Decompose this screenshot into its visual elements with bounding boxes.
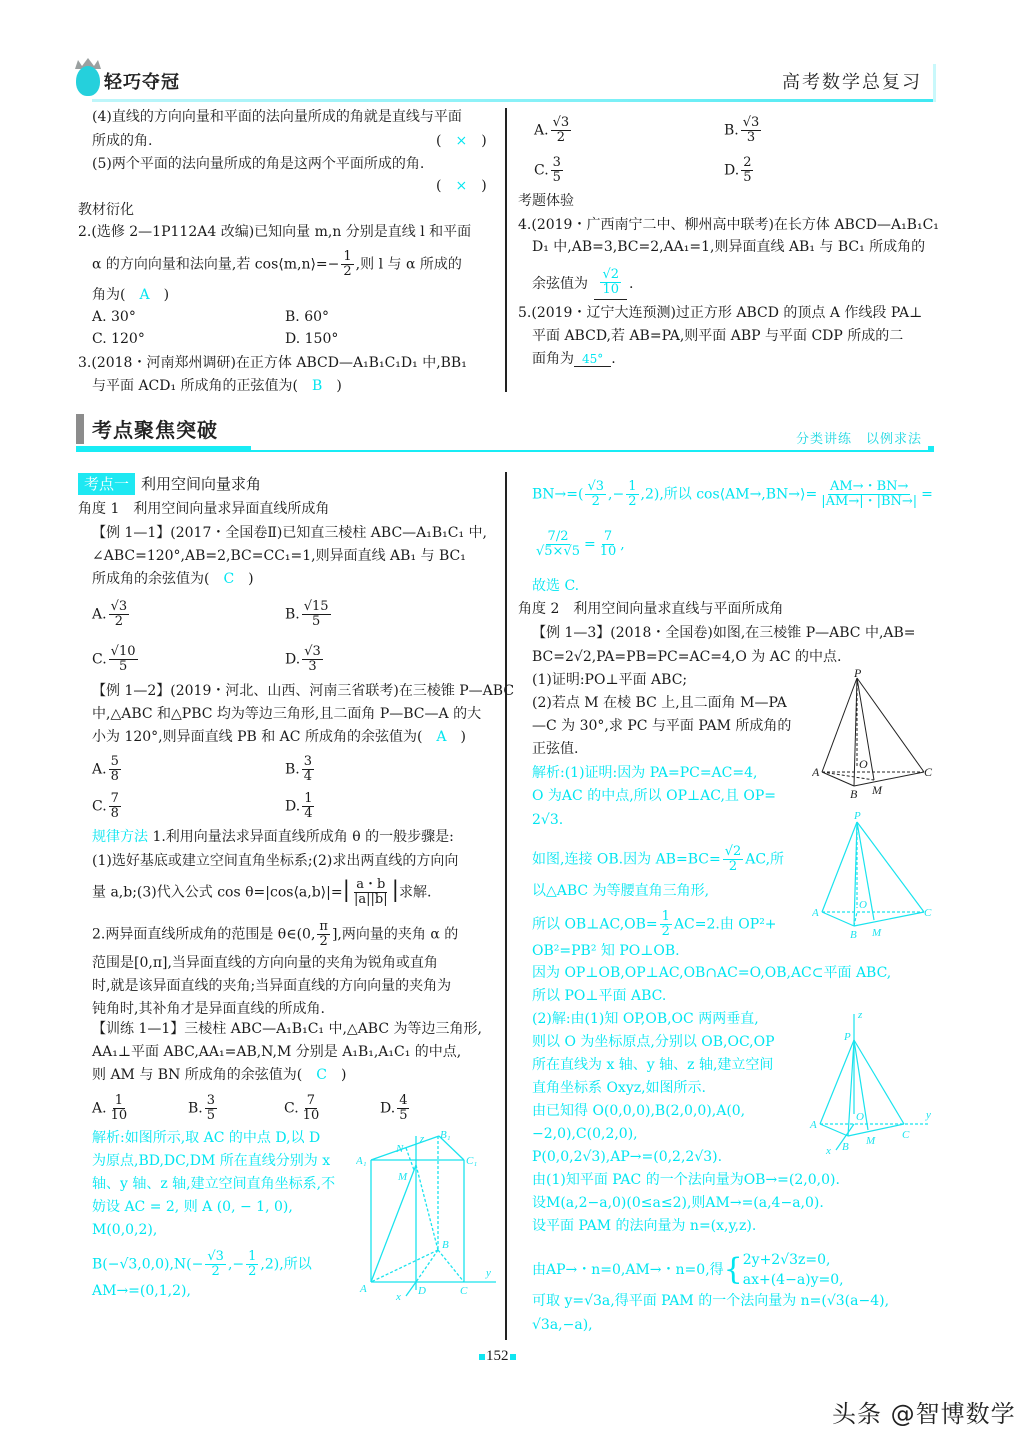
svg-text:B: B [842, 1141, 849, 1153]
ex11-option-d: D. $\frac{√3}{3}$ [285, 644, 321, 674]
sol2-line9: 设M(a,2−a,0)(0≤a≤2),则AM→=(a,4−a,0). [532, 1195, 824, 1211]
sol1-line3: 2√3. [532, 812, 564, 828]
watermark: 头条 @智博数学 [832, 1400, 1016, 1428]
q2-option-b: B. 60° [285, 309, 330, 325]
q3-option-b: B. $\frac{√3}{3}$ [724, 115, 760, 145]
pyramid-figure-coordinates [796, 1010, 936, 1156]
q3-line1: 3.(2018・河南郑州调研)在正方体 ABCD—A₁B₁C₁D₁ 中,BB₁ [78, 355, 467, 371]
page-marker-right [510, 1354, 516, 1360]
q3-option-a: A. $\frac{√3}{2}$ [534, 115, 570, 145]
item5-answer: ( × ) [436, 178, 487, 194]
sol1-line8: 因为 OP⊥OB,OP⊥AC,OB∩AC=O,OB,AC⊂平面 ABC, [532, 965, 892, 981]
ex11-answer: C [223, 571, 235, 587]
method-line2: (1)选好基底或建立空间直角坐标系;(2)求出两直线的方向向 [92, 853, 459, 869]
svg-text:M: M [872, 927, 882, 939]
q5-line2: 平面 ABCD,若 AB=PA,则平面 ABP 与平面 CDP 所成的二 [532, 328, 904, 344]
q3-answer: B [312, 378, 323, 394]
cont-line3: 故选 C. [532, 578, 580, 594]
sol1-line4: 如图,连接 OB.因为 AB=BC= $\frac{√2}{2}$ AC,所 [532, 844, 785, 874]
method-line4: 2.两异面直线所成角的范围是 θ∈(0, $\frac{\pi}{2}$ ],两向量的夹角 α 的 [92, 919, 459, 949]
sol2-line12: 可取 y=√3a,得平面 PAM 的一个法向量为 n=(√3(a−4), [532, 1293, 890, 1309]
sol2-line3: 所在直线为 x 轴、y 轴、z 轴,建立空间 [532, 1057, 774, 1073]
sol2-line4: 直角坐标系 Oxyz,如图所示. [532, 1080, 707, 1096]
banner-dot [928, 446, 934, 452]
banner-bar [76, 414, 84, 444]
column-divider-top [505, 108, 507, 392]
topic-title: 利用空间向量求角 [141, 475, 262, 493]
label-A: A [360, 1283, 367, 1295]
ex11-line1: 【例 1—1】(2017・全国卷Ⅱ)已知直三棱柱 ABC—A₁B₁C₁ 中, [92, 525, 488, 541]
item5-line1: (5)两个平面的法向量所成的角是这两个平面所成的角. [92, 156, 425, 172]
sol-line4: 妨设 AC = 2, 则 A (0, − 1, 0), [92, 1199, 293, 1215]
cont-line1: BN→=( $\frac{√3}{2}$ ,− $\frac{1}{2}$ ,2),所以 cos⟨AM→,BN→⟩= $\frac{AM\to・BN\to}{|AM\to|・|BN\to|}$ = [532, 479, 933, 509]
ex12-line2: 中,△ABC 和△PBC 均为等边三角形,且二面角 P—BC—A 的大 [92, 706, 482, 722]
sol2-line6: −2,0),C(0,2,0), [532, 1126, 638, 1142]
tr11-option-c: C. $\frac{7}{10}$ [284, 1093, 320, 1123]
label-C: C [460, 1285, 468, 1297]
q5-answer: 45° [574, 352, 611, 367]
sol1-line7: OB²=PB² 知 PO⊥OB. [532, 943, 680, 959]
sol2-line13: √3a,−a), [532, 1317, 593, 1333]
method-line1: 规律方法 1.利用向量法求异面直线所成角 θ 的一般步骤是: [92, 829, 454, 845]
q3-option-c: C. $\frac{3}{5}$ [534, 155, 561, 185]
q4-line1: 4.(2019・广西南宁二中、柳州高中联考)在长方体 ABCD—A₁B₁C₁ [518, 217, 939, 233]
q2-option-a: A. 30° [92, 309, 136, 325]
ex12-option-b: B. $\frac{3}{4}$ [285, 754, 313, 784]
q2-fraction: $\frac{1}{2}$ [343, 249, 352, 279]
sol1-line2: O 为AC 的中点,所以 OP⊥AC,且 OP= [532, 788, 777, 804]
ex13-line3: (1)证明:PO⊥平面 ABC; [532, 672, 688, 688]
ex12-line1: 【例 1—2】(2019・河北、山西、河南三省联考)在三棱锥 P—ABC [92, 683, 515, 699]
svg-text:C: C [924, 765, 933, 779]
sol1-line5: 以△ABC 为等腰直角三角形, [532, 883, 710, 899]
svg-text:M: M [872, 783, 882, 797]
label-B1: B₁ [440, 1130, 451, 1141]
section-jiaocai: 教材衍化 [78, 202, 134, 218]
svg-text:z: z [858, 1010, 863, 1021]
svg-text:P: P [844, 1031, 851, 1043]
method-label: 规律方法 [92, 829, 148, 845]
sol-line3: 轴、y 轴、z 轴,建立空间直角坐标系,不 [92, 1176, 336, 1192]
tr11-line1: 【训练 1—1】三棱柱 ABC—A₁B₁C₁ 中,△ABC 为等边三角形, [92, 1021, 482, 1037]
item5-answer-value: × [455, 178, 468, 194]
ex13-line1: 【例 1—3】(2018・全国卷)如图,在三棱锥 P—ABC 中,AB= [532, 625, 916, 641]
sol-line2: 为原点,BD,DC,DM 所在直线分别为 x [92, 1153, 331, 1169]
item4-answer: ( × ) [436, 133, 487, 149]
item4-line1: (4)直线的方向向量和平面的法向量所成的角就是直线与平面 [92, 109, 462, 125]
sol1-line9: 所以 PO⊥平面 ABC. [532, 988, 667, 1004]
ex11-option-a: A. $\frac{√3}{2}$ [92, 599, 128, 629]
ex12-option-c: C. $\frac{7}{8}$ [92, 791, 119, 821]
label-z: z [420, 1133, 425, 1145]
sol-line5: M(0,0,2), [92, 1222, 158, 1238]
ex12-option-d: D. $\frac{1}{4}$ [285, 791, 313, 821]
angle1-heading: 角度 1 利用空间向量求异面直线所成角 [78, 501, 330, 517]
q2-line3: 角为( A ) [92, 287, 170, 303]
header-divider [92, 99, 936, 102]
sol-line7: AM→=(0,1,2), [92, 1283, 191, 1299]
q2-answer: A [139, 287, 150, 303]
q2-text-b: ,则 l 与 α 所成的 [355, 256, 462, 273]
svg-text:P: P [854, 668, 862, 680]
q2-option-d: D. 150° [285, 331, 339, 347]
ex13-line5: —C 为 30°,求 PC 与平面 PAM 所成角的 [532, 718, 792, 734]
svg-text:A: A [812, 907, 819, 919]
sol2-line8: 由(1)知平面 PAC 的一个法向量为OB→=(2,0,0). [532, 1172, 840, 1188]
svg-text:C: C [924, 907, 932, 919]
angle2-heading: 角度 2 利用空间向量求直线与平面所成角 [518, 601, 784, 617]
sol2-line11: 由AP→・n=0,AM→・n=0,得{ 2y+2√3z=0, ax+(4−a)y=0, [532, 1252, 844, 1288]
banner-underline [76, 450, 934, 452]
topic-tag: 考点一 [78, 473, 135, 495]
q5-line1: 5.(2019・辽宁大连预测)过正方形 ABCD 的顶点 A 作线段 PA⊥ [518, 305, 923, 321]
svg-text:O: O [859, 757, 868, 771]
ex13-line6: 正弦值. [532, 741, 579, 757]
item4-answer-value: × [455, 133, 468, 149]
label-x: x [396, 1291, 401, 1302]
tr11-option-d: D. $\frac{4}{5}$ [380, 1093, 408, 1123]
tr11-answer: C [316, 1067, 327, 1083]
label-N: N [396, 1143, 404, 1155]
pyramid-figure-solution1 [812, 808, 934, 940]
logo-badge-icon [76, 66, 100, 96]
ex11-line3: 所成角的余弦值为( C ) [92, 571, 254, 587]
sol-line1: 解析:如图所示,取 AC 的中点 D,以 D [92, 1130, 321, 1146]
item4-line2: 所成的角. [92, 133, 153, 149]
q2-line2 [92, 250, 462, 279]
q2-line1: 2.(选修 2—1P112A4 改编)已知向量 m,n 分别是直线 l 和平面 [78, 224, 472, 240]
svg-text:B: B [850, 929, 857, 940]
q3-line2: 与平面 ACD₁ 所成角的正弦值为( B ) [92, 378, 342, 394]
ex13-line4: (2)若点 M 在棱 BC 上,且二面角 M—PA [532, 695, 787, 711]
banner-title: 考点聚焦突破 [92, 418, 218, 442]
svg-text:B: B [850, 787, 858, 800]
cont-line2: $\frac{7/2}{√5\times√5}$ = $\frac{7}{10}$ , [536, 529, 625, 559]
q2-text-a: α 的方向向量和法向量,若 cos⟨m,n⟩=− [92, 256, 340, 273]
ex12-option-a: A. $\frac{5}{8}$ [92, 754, 119, 784]
banner-subtitle: 分类讲练 以例求法 [795, 432, 922, 447]
topic-heading [78, 473, 261, 495]
sol2-line10: 设平面 PAM 的法向量为 n=(x,y,z). [532, 1218, 757, 1234]
section-banner [76, 412, 934, 452]
label-D: D [418, 1285, 426, 1297]
q4-line2: D₁ 中,AB=3,BC=2,AA₁=1,则异面直线 AB₁ 与 BC₁ 所成角的 [532, 239, 926, 255]
svg-text:O: O [859, 899, 867, 911]
ex11-option-b: B. $\frac{√15}{5}$ [285, 599, 329, 629]
q2-option-c: C. 120° [92, 331, 145, 347]
ex12-line3: 小为 120°,则异面直线 PB 和 AC 所成角的余弦值为( A ) [92, 729, 467, 745]
label-M: M [398, 1171, 408, 1183]
sol1-line6: 所以 OB⊥AC,OB= $\frac{1}{2}$ AC=2.由 OP²+ [532, 909, 777, 939]
sol2-line5: 由已知得 O(0,0,0),B(2,0,0),A(0, [532, 1103, 746, 1119]
tr11-option-a: A. $\frac{1}{10}$ [92, 1093, 128, 1123]
brand-logo: 轻巧夺冠 [104, 72, 180, 93]
sol2-line2: 则以 O 为坐标原点,分别以 OB,OC,OP [532, 1034, 775, 1050]
page-number: 152 [478, 1348, 517, 1365]
label-A1: A₁ [356, 1155, 367, 1167]
pyramid-figure-question [812, 668, 934, 800]
tr11-line2: AA₁⊥平面 ABC,AA₁=AB,N,M 分别是 A₁B₁,A₁C₁ 的中点, [92, 1044, 462, 1060]
prism-figure [356, 1130, 496, 1302]
svg-text:O: O [856, 1111, 864, 1123]
header-cap [933, 64, 936, 102]
svg-text:M: M [866, 1135, 876, 1147]
label-B: B [442, 1239, 449, 1251]
method-line5: 范围是[0,π],当异面直线的方向向量的夹角为锐角或直角 [92, 955, 438, 971]
ex12-answer: A [436, 729, 447, 745]
ex11-line2: ∠ABC=120°,AB=2,BC=CC₁=1,则异面直线 AB₁ 与 BC₁ [92, 548, 466, 564]
svg-text:x: x [826, 1145, 831, 1156]
label-y: y [486, 1267, 491, 1279]
page-header [70, 60, 936, 102]
ex13-line2: BC=2√2,PA=PB=PC=AC=4,O 为 AC 的中点. [532, 649, 842, 665]
sol2-line1: (2)解:由(1)知 OP,OB,OC 两两垂直, [532, 1011, 759, 1027]
page-marker-left [479, 1354, 485, 1360]
svg-text:C: C [902, 1129, 910, 1141]
q3-option-d: D. $\frac{2}{5}$ [724, 155, 752, 185]
q4-answer: $\frac{√2}{10}$ [594, 268, 627, 300]
sol-line6: B(−√3,0,0),N(− $\frac{√3}{2}$ ,− $\frac{1}{2}$ ,2),所以 [92, 1249, 312, 1279]
tr11-line3: 则 AM 与 BN 所成角的余弦值为( C ) [92, 1067, 347, 1083]
sol1-line1: 解析:(1)证明:因为 PA=PC=AC=4, [532, 765, 758, 781]
method-line6: 时,就是该异面直线的夹角;当异面直线的方向向量的夹角为 [92, 978, 452, 994]
svg-text:A: A [812, 765, 820, 779]
method-line3: 量 a,b;(3)代入公式 cos θ=|cos⟨a,b⟩|=| $\frac{a・b}{|a||b|}$ |求解. [92, 877, 432, 907]
book-title: 高考数学总复习 [782, 72, 922, 93]
q4-line3: 余弦值为 $\frac{√2}{10}$ . [532, 268, 633, 300]
sol2-line7: P(0,0,2√3),AP→=(0,2,2√3). [532, 1149, 723, 1165]
q5-line3: 面角为 45° . [532, 351, 616, 367]
svg-text:P: P [854, 810, 861, 822]
section-kaoti: 考题体验 [518, 193, 574, 209]
tr11-option-b: B. $\frac{3}{5}$ [188, 1093, 216, 1123]
svg-text:y: y [926, 1109, 931, 1121]
column-divider-main [505, 472, 507, 1340]
ex11-option-c: C. $\frac{√10}{5}$ [92, 644, 136, 674]
method-line7: 钝角时,其补角才是异面直线的所成角. [92, 1001, 325, 1017]
label-C1: C₁ [466, 1155, 478, 1167]
svg-text:A: A [810, 1119, 817, 1131]
